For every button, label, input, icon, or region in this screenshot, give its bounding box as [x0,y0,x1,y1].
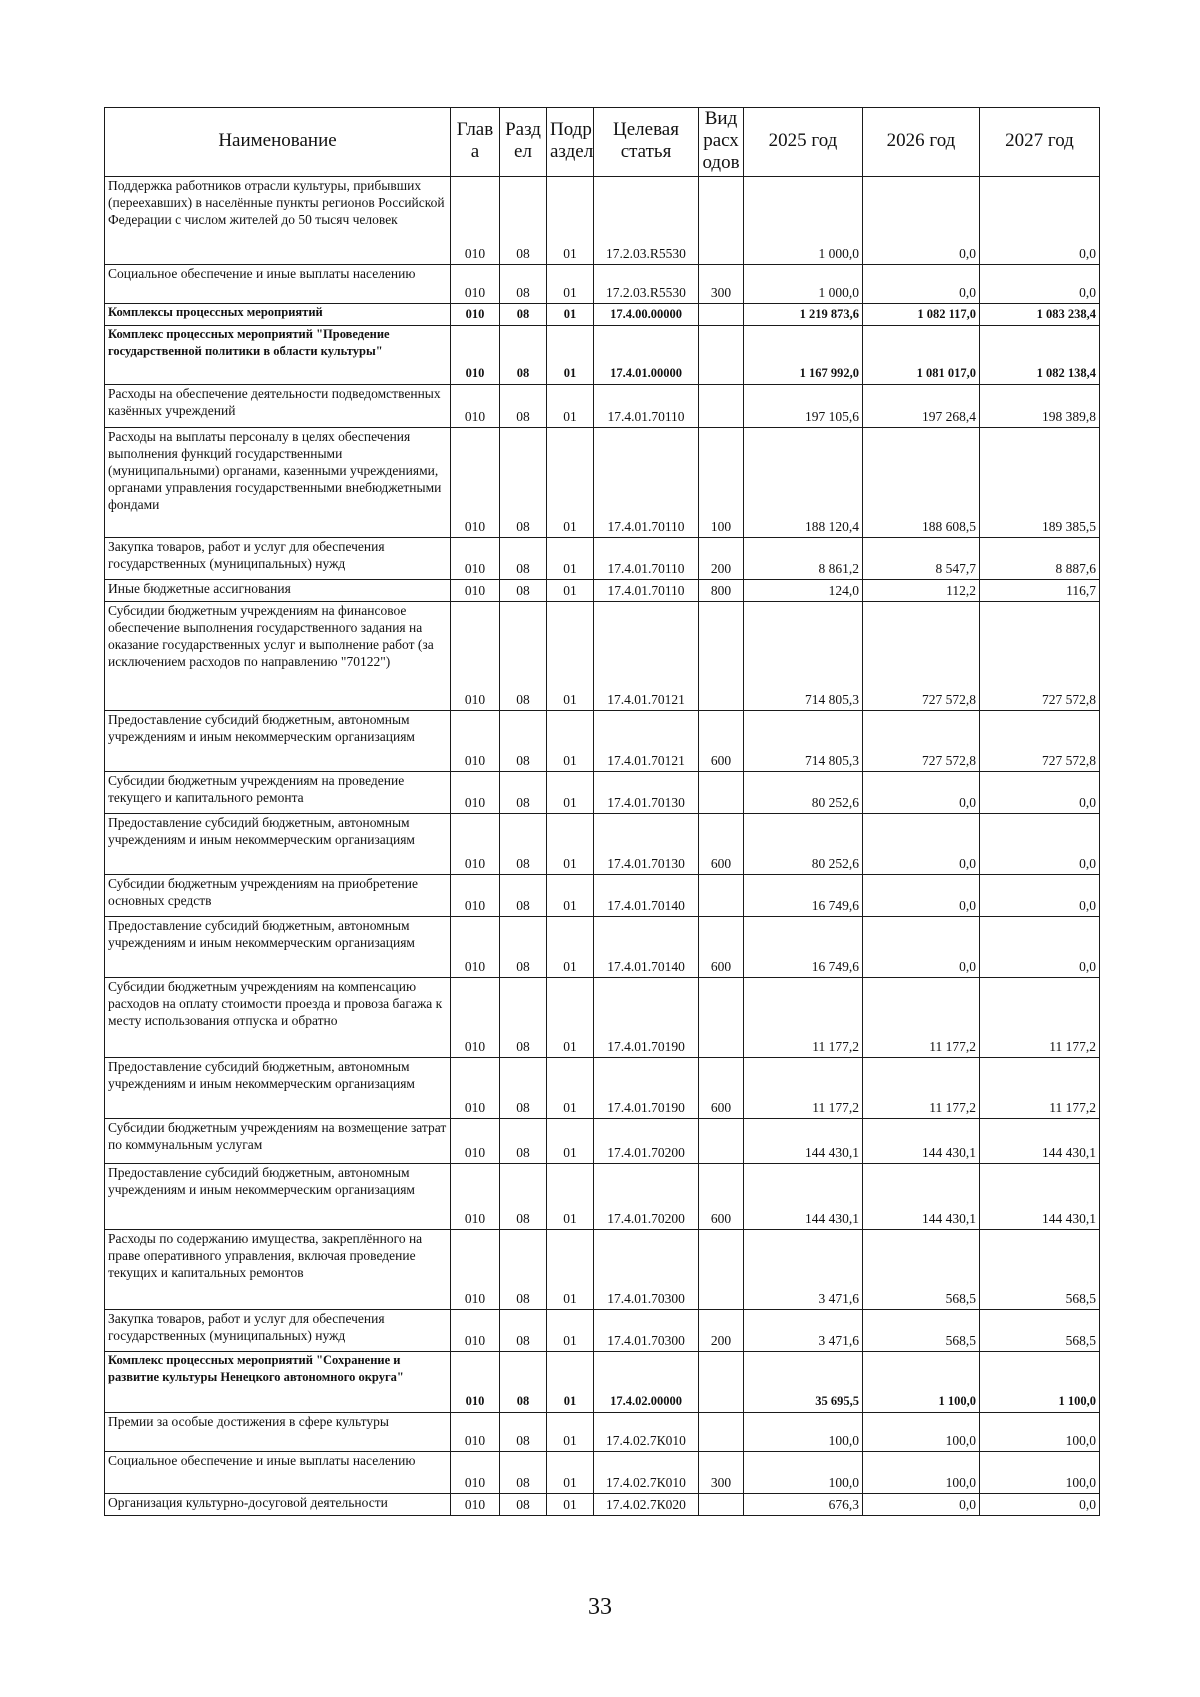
cell-target: 17.4.01.70190 [594,1058,699,1119]
cell-glava: 010 [451,1230,500,1310]
cell-y2027: 100,0 [980,1452,1100,1494]
cell-name: Предоставление субсидий бюджетным, автономным учреждениям и иным некоммерческим организациям [105,1164,451,1230]
cell-target: 17.4.01.70130 [594,814,699,875]
cell-y2026: 1 081 017,0 [863,326,980,385]
cell-target: 17.4.02.7К010 [594,1452,699,1494]
cell-y2025: 100,0 [744,1452,863,1494]
header-vid: Вид расх одов [699,108,744,177]
table-row [105,1452,1100,1494]
cell-y2026: 8 547,7 [863,538,980,580]
cell-vid [699,304,744,326]
cell-y2027: 189 385,5 [980,428,1100,538]
cell-podrazdel: 01 [547,1230,594,1310]
cell-target: 17.2.03.R5530 [594,265,699,304]
cell-vid [699,177,744,265]
cell-razdel: 08 [500,1452,547,1494]
table-row [105,1310,1100,1352]
cell-podrazdel: 01 [547,304,594,326]
cell-razdel: 08 [500,1119,547,1164]
cell-podrazdel: 01 [547,326,594,385]
cell-target: 17.4.01.70140 [594,917,699,978]
cell-glava: 010 [451,304,500,326]
cell-razdel: 08 [500,304,547,326]
cell-name: Социальное обеспечение и иные выплаты населению [105,265,451,304]
cell-glava: 010 [451,875,500,917]
cell-y2026: 100,0 [863,1452,980,1494]
cell-y2027: 11 177,2 [980,1058,1100,1119]
cell-y2026: 11 177,2 [863,978,980,1058]
cell-target: 17.4.01.70190 [594,978,699,1058]
cell-razdel: 08 [500,538,547,580]
table-row [105,580,1100,602]
cell-glava: 010 [451,1494,500,1516]
cell-y2026: 0,0 [863,1494,980,1516]
cell-razdel: 08 [500,875,547,917]
cell-podrazdel: 01 [547,1119,594,1164]
cell-razdel: 08 [500,326,547,385]
cell-glava: 010 [451,978,500,1058]
cell-glava: 010 [451,772,500,814]
cell-y2025: 1 219 873,6 [744,304,863,326]
cell-y2025: 80 252,6 [744,772,863,814]
header-2026: 2026 год [863,108,980,177]
cell-glava: 010 [451,177,500,265]
cell-y2026: 568,5 [863,1310,980,1352]
cell-target: 17.4.01.00000 [594,326,699,385]
cell-y2025: 1 167 992,0 [744,326,863,385]
cell-y2025: 35 695,5 [744,1352,863,1413]
cell-y2027: 8 887,6 [980,538,1100,580]
cell-name: Комплексы процессных мероприятий [105,304,451,326]
cell-name: Премии за особые достижения в сфере культуры [105,1413,451,1452]
cell-y2026: 0,0 [863,814,980,875]
cell-y2027: 1 082 138,4 [980,326,1100,385]
cell-razdel: 08 [500,580,547,602]
cell-glava: 010 [451,602,500,711]
cell-target: 17.4.02.00000 [594,1352,699,1413]
table-row [105,385,1100,428]
cell-podrazdel: 01 [547,428,594,538]
cell-name: Закупка товаров, работ и услуг для обеспечения государственных (муниципальных) нужд [105,1310,451,1352]
cell-name: Субсидии бюджетным учреждениям на финансовое обеспечение выполнения государственного задания на оказание государственных услуг и выполнение работ (за исключением расходов по направлению "70122") [105,602,451,711]
cell-name: Закупка товаров, работ и услуг для обеспечения государственных (муниципальных) нужд [105,538,451,580]
cell-razdel: 08 [500,602,547,711]
cell-y2025: 188 120,4 [744,428,863,538]
table-row [105,1119,1100,1164]
cell-podrazdel: 01 [547,602,594,711]
cell-podrazdel: 01 [547,711,594,772]
cell-glava: 010 [451,1352,500,1413]
cell-y2025: 714 805,3 [744,711,863,772]
cell-y2027: 11 177,2 [980,978,1100,1058]
cell-y2026: 727 572,8 [863,602,980,711]
cell-podrazdel: 01 [547,385,594,428]
cell-y2025: 3 471,6 [744,1230,863,1310]
cell-y2027: 0,0 [980,875,1100,917]
cell-name: Субсидии бюджетным учреждениям на возмещение затрат по коммунальным услугам [105,1119,451,1164]
table-row [105,177,1100,265]
cell-vid: 200 [699,1310,744,1352]
cell-podrazdel: 01 [547,177,594,265]
cell-target: 17.4.01.70200 [594,1164,699,1230]
cell-razdel: 08 [500,711,547,772]
cell-name: Поддержка работников отрасли культуры, прибывших (переехавших) в населённые пункты регионов Российской Федерации с числом жителей до 50 тысяч человек [105,177,451,265]
cell-y2026: 0,0 [863,875,980,917]
cell-y2027: 144 430,1 [980,1119,1100,1164]
cell-y2027: 0,0 [980,772,1100,814]
cell-glava: 010 [451,1310,500,1352]
cell-y2025: 16 749,6 [744,875,863,917]
cell-name: Иные бюджетные ассигнования [105,580,451,602]
cell-y2026: 727 572,8 [863,711,980,772]
cell-target: 17.4.00.00000 [594,304,699,326]
cell-y2026: 568,5 [863,1230,980,1310]
cell-razdel: 08 [500,814,547,875]
cell-y2025: 1 000,0 [744,177,863,265]
cell-vid [699,978,744,1058]
cell-razdel: 08 [500,917,547,978]
cell-y2026: 0,0 [863,772,980,814]
cell-glava: 010 [451,538,500,580]
table-row [105,602,1100,711]
cell-vid [699,1494,744,1516]
cell-y2027: 0,0 [980,177,1100,265]
cell-razdel: 08 [500,1058,547,1119]
page-number: 33 [588,1594,612,1620]
header-glava: Глав а [451,108,500,177]
cell-podrazdel: 01 [547,580,594,602]
header-podrazdel: Подр аздел [547,108,594,177]
cell-target: 17.4.02.7К020 [594,1494,699,1516]
cell-y2026: 0,0 [863,265,980,304]
cell-name: Расходы на обеспечение деятельности подведомственных казённых учреждений [105,385,451,428]
cell-glava: 010 [451,1119,500,1164]
cell-glava: 010 [451,711,500,772]
cell-y2027: 1 100,0 [980,1352,1100,1413]
cell-y2026: 188 608,5 [863,428,980,538]
cell-razdel: 08 [500,177,547,265]
cell-podrazdel: 01 [547,1164,594,1230]
cell-y2026: 112,2 [863,580,980,602]
table-row [105,1494,1100,1516]
cell-name: Предоставление субсидий бюджетным, автономным учреждениям и иным некоммерческим организациям [105,711,451,772]
cell-podrazdel: 01 [547,1494,594,1516]
cell-glava: 010 [451,1452,500,1494]
cell-name: Предоставление субсидий бюджетным, автономным учреждениям и иным некоммерческим организациям [105,917,451,978]
cell-name: Расходы на выплаты персоналу в целях обеспечения выполнения функций государственными (муниципальными) органами, казенными учреждениями, органами управления государственными внебюджетными фондами [105,428,451,538]
cell-y2026: 100,0 [863,1413,980,1452]
cell-target: 17.4.01.70110 [594,580,699,602]
cell-y2025: 3 471,6 [744,1310,863,1352]
table-row [105,1058,1100,1119]
cell-vid [699,772,744,814]
cell-glava: 010 [451,428,500,538]
cell-y2025: 1 000,0 [744,265,863,304]
cell-target: 17.4.01.70121 [594,602,699,711]
cell-razdel: 08 [500,385,547,428]
cell-razdel: 08 [500,1230,547,1310]
cell-y2027: 100,0 [980,1413,1100,1452]
cell-target: 17.4.01.70140 [594,875,699,917]
cell-vid [699,326,744,385]
cell-vid [699,875,744,917]
cell-y2027: 568,5 [980,1310,1100,1352]
table-row [105,304,1100,326]
cell-y2025: 714 805,3 [744,602,863,711]
cell-podrazdel: 01 [547,1352,594,1413]
header-razdel: Разд ел [500,108,547,177]
cell-razdel: 08 [500,772,547,814]
table-row [105,1164,1100,1230]
table-row [105,711,1100,772]
cell-vid: 200 [699,538,744,580]
cell-name: Субсидии бюджетным учреждениям на приобретение основных средств [105,875,451,917]
cell-vid: 300 [699,1452,744,1494]
table-row [105,1230,1100,1310]
cell-target: 17.4.02.7К010 [594,1413,699,1452]
cell-vid: 800 [699,580,744,602]
cell-y2027: 0,0 [980,814,1100,875]
cell-podrazdel: 01 [547,772,594,814]
cell-razdel: 08 [500,1310,547,1352]
cell-target: 17.4.01.70110 [594,428,699,538]
cell-vid: 600 [699,814,744,875]
table-row [105,814,1100,875]
cell-razdel: 08 [500,265,547,304]
cell-podrazdel: 01 [547,1310,594,1352]
cell-vid [699,1352,744,1413]
table-row [105,326,1100,385]
cell-y2025: 676,3 [744,1494,863,1516]
cell-target: 17.4.01.70300 [594,1230,699,1310]
cell-podrazdel: 01 [547,265,594,304]
cell-y2027: 0,0 [980,917,1100,978]
table-row [105,772,1100,814]
cell-glava: 010 [451,326,500,385]
cell-y2026: 1 100,0 [863,1352,980,1413]
cell-podrazdel: 01 [547,917,594,978]
table-row [105,265,1100,304]
cell-y2026: 0,0 [863,177,980,265]
cell-target: 17.4.01.70110 [594,538,699,580]
cell-name: Субсидии бюджетным учреждениям на компенсацию расходов на оплату стоимости проезда и провоза багажа к месту использования отпуска и обратно [105,978,451,1058]
cell-name: Комплекс процессных мероприятий "Сохранение и развитие культуры Ненецкого автономного округа" [105,1352,451,1413]
cell-name: Расходы по содержанию имущества, закреплённого на праве оперативного управления, включая проведение текущих и капитальных ремонтов [105,1230,451,1310]
cell-y2025: 124,0 [744,580,863,602]
cell-y2025: 11 177,2 [744,1058,863,1119]
table-row [105,875,1100,917]
cell-razdel: 08 [500,1164,547,1230]
table-row [105,917,1100,978]
cell-y2025: 197 105,6 [744,385,863,428]
cell-y2027: 568,5 [980,1230,1100,1310]
cell-vid: 600 [699,917,744,978]
cell-vid [699,1230,744,1310]
cell-y2027: 198 389,8 [980,385,1100,428]
cell-target: 17.4.01.70130 [594,772,699,814]
cell-podrazdel: 01 [547,1452,594,1494]
cell-razdel: 08 [500,978,547,1058]
cell-name: Субсидии бюджетным учреждениям на проведение текущего и капитального ремонта [105,772,451,814]
cell-name: Предоставление субсидий бюджетным, автономным учреждениям и иным некоммерческим организациям [105,1058,451,1119]
cell-y2027: 144 430,1 [980,1164,1100,1230]
cell-glava: 010 [451,265,500,304]
cell-glava: 010 [451,917,500,978]
header-2025: 2025 год [744,108,863,177]
cell-razdel: 08 [500,1494,547,1516]
cell-y2027: 0,0 [980,265,1100,304]
cell-name: Социальное обеспечение и иные выплаты населению [105,1452,451,1494]
cell-vid [699,385,744,428]
cell-podrazdel: 01 [547,814,594,875]
cell-vid: 300 [699,265,744,304]
cell-y2026: 197 268,4 [863,385,980,428]
header-2027: 2027 год [980,108,1100,177]
cell-y2025: 11 177,2 [744,978,863,1058]
cell-y2025: 144 430,1 [744,1164,863,1230]
cell-razdel: 08 [500,428,547,538]
cell-glava: 010 [451,1164,500,1230]
table-row [105,538,1100,580]
cell-y2027: 727 572,8 [980,602,1100,711]
cell-target: 17.4.01.70200 [594,1119,699,1164]
cell-name: Организация культурно-досуговой деятельности [105,1494,451,1516]
cell-glava: 010 [451,1413,500,1452]
cell-y2026: 1 082 117,0 [863,304,980,326]
cell-vid [699,1413,744,1452]
cell-y2026: 144 430,1 [863,1164,980,1230]
cell-y2025: 8 861,2 [744,538,863,580]
cell-podrazdel: 01 [547,1413,594,1452]
table-row [105,1413,1100,1452]
cell-podrazdel: 01 [547,978,594,1058]
header-name: Наименование [105,108,451,177]
cell-glava: 010 [451,1058,500,1119]
header-target: Целевая статья [594,108,699,177]
cell-podrazdel: 01 [547,875,594,917]
cell-razdel: 08 [500,1413,547,1452]
cell-glava: 010 [451,580,500,602]
cell-podrazdel: 01 [547,1058,594,1119]
cell-name: Предоставление субсидий бюджетным, автономным учреждениям и иным некоммерческим организациям [105,814,451,875]
cell-name: Комплекс процессных мероприятий "Проведение государственной политики в области культуры" [105,326,451,385]
cell-y2025: 100,0 [744,1413,863,1452]
cell-y2027: 116,7 [980,580,1100,602]
table-row [105,978,1100,1058]
cell-target: 17.2.03.R5530 [594,177,699,265]
cell-target: 17.4.01.70300 [594,1310,699,1352]
cell-vid [699,1119,744,1164]
budget-table [104,107,1100,1516]
cell-razdel: 08 [500,1352,547,1413]
table-row [105,1352,1100,1413]
cell-target: 17.4.01.70121 [594,711,699,772]
cell-podrazdel: 01 [547,538,594,580]
cell-y2026: 0,0 [863,917,980,978]
cell-vid: 600 [699,711,744,772]
cell-vid: 600 [699,1164,744,1230]
cell-vid: 100 [699,428,744,538]
table-header-row [105,108,1100,177]
cell-vid: 600 [699,1058,744,1119]
cell-y2026: 144 430,1 [863,1119,980,1164]
cell-y2027: 1 083 238,4 [980,304,1100,326]
cell-y2027: 0,0 [980,1494,1100,1516]
cell-vid [699,602,744,711]
cell-target: 17.4.01.70110 [594,385,699,428]
cell-glava: 010 [451,385,500,428]
cell-y2025: 80 252,6 [744,814,863,875]
cell-y2026: 11 177,2 [863,1058,980,1119]
cell-glava: 010 [451,814,500,875]
table-row [105,428,1100,538]
cell-y2027: 727 572,8 [980,711,1100,772]
cell-y2025: 144 430,1 [744,1119,863,1164]
cell-y2025: 16 749,6 [744,917,863,978]
